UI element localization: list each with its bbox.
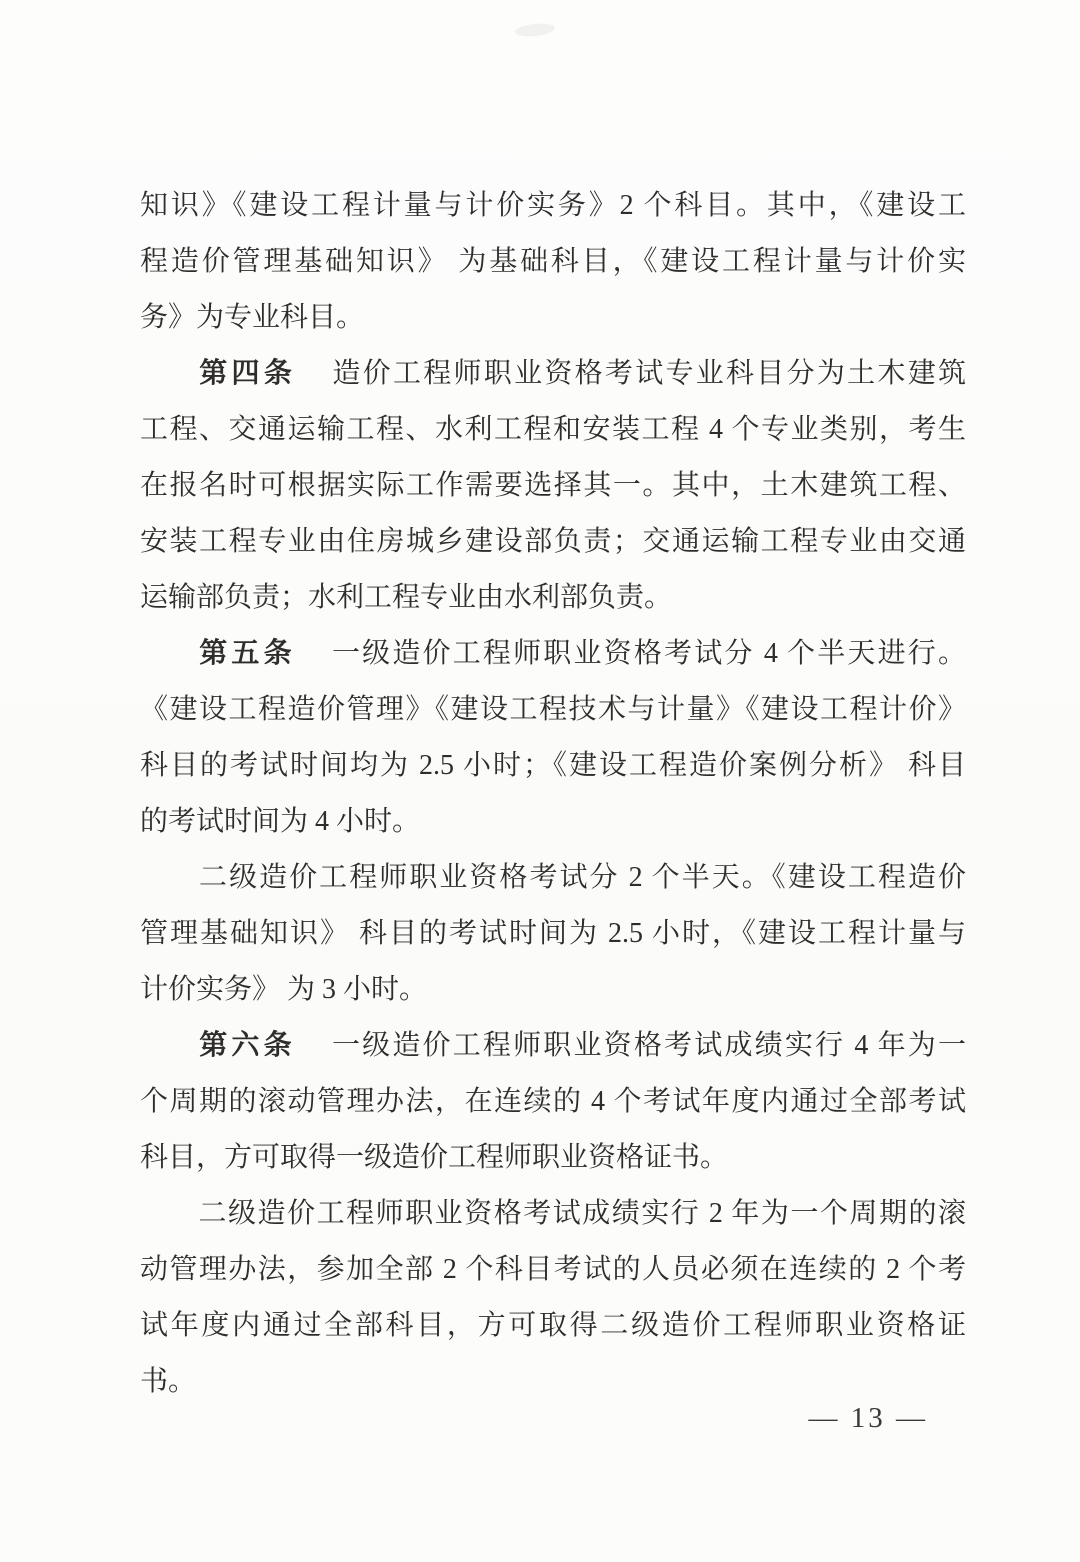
text-line <box>140 1298 966 1354</box>
text-line <box>140 290 966 346</box>
line-text: 的考试时间为 4 小时。 <box>140 806 421 837</box>
text-line <box>140 402 966 458</box>
line-text: 知识》《建设工程计量与计价实务》2 个科目。其中，《建设工 <box>140 190 966 221</box>
line-text: 计价实务》 为 3 小时。 <box>140 974 428 1005</box>
line-text: 运输部负责；水利工程专业由水利部负责。 <box>140 582 673 613</box>
line-text: 二级造价工程师职业资格考试成绩实行 2 年为一个周期的滚 <box>197 1198 966 1229</box>
line-text: 造价工程师职业资格考试专业科目分为土木建筑 <box>330 358 966 389</box>
line-text: 程造价管理基础知识》 为基础科目，《建设工程计量与计价实 <box>140 246 966 277</box>
text-line <box>140 570 966 626</box>
text-line <box>140 178 966 234</box>
line-text: 《建设工程造价管理》《建设工程技术与计量》《建设工程计价》 <box>140 694 966 725</box>
text-line <box>140 514 966 570</box>
article-number: 第六条 <box>197 1030 296 1061</box>
paragraph-indent <box>140 1053 197 1054</box>
text-line <box>140 906 966 962</box>
text-line <box>140 234 966 290</box>
text-line <box>140 346 966 402</box>
text-line <box>140 626 966 682</box>
paragraph-indent <box>140 661 197 662</box>
line-text: 二级造价工程师职业资格考试分 2 个半天。《建设工程造价 <box>197 862 966 893</box>
line-text: 个周期的滚动管理办法，在连续的 4 个考试年度内通过全部考试 <box>140 1086 966 1117</box>
line-text: 务》为专业科目。 <box>140 302 365 333</box>
paragraph-indent <box>140 1221 197 1222</box>
lead-gap <box>296 1053 330 1054</box>
line-text: 试年度内通过全部科目，方可取得二级造价工程师职业资格证 <box>140 1310 966 1341</box>
line-text: 一级造价工程师职业资格考试成绩实行 4 年为一 <box>329 1030 966 1061</box>
text-line <box>140 458 966 514</box>
lead-gap <box>296 381 330 382</box>
text-line <box>140 738 966 794</box>
line-text: 工程、交通运输工程、水利工程和安装工程 4 个专业类别，考生 <box>140 414 966 445</box>
article-number: 第四条 <box>197 358 297 389</box>
line-text: 管理基础知识》 科目的考试时间为 2.5 小时，《建设工程计量与 <box>140 918 966 949</box>
text-block <box>140 178 966 1410</box>
line-text: 科目的考试时间均为 2.5 小时；《建设工程造价案例分析》 科目 <box>140 750 966 781</box>
text-line <box>140 962 966 1018</box>
text-line <box>140 1018 966 1074</box>
line-text: 动管理办法，参加全部 2 个科目考试的人员必须在连续的 2 个考 <box>140 1254 966 1285</box>
page-number: — 13 — <box>808 1402 928 1434</box>
paragraph-indent <box>140 885 197 886</box>
lead-gap <box>296 661 330 662</box>
line-text: 在报名时可根据实际工作需要选择其一。其中，土木建筑工程、 <box>140 470 966 501</box>
text-line <box>140 850 966 906</box>
text-line <box>140 1186 966 1242</box>
article-number: 第五条 <box>197 638 296 669</box>
text-line <box>140 794 966 850</box>
line-text: 科目，方可取得一级造价工程师职业资格证书。 <box>140 1142 729 1173</box>
scan-smudge-artifact <box>514 22 555 38</box>
paragraph-indent <box>140 381 197 382</box>
text-line <box>140 1242 966 1298</box>
text-line <box>140 1130 966 1186</box>
line-text: 书。 <box>140 1366 197 1397</box>
line-text: 一级造价工程师职业资格考试分 4 个半天进行。 <box>329 638 966 669</box>
text-line <box>140 682 966 738</box>
line-text: 安装工程专业由住房城乡建设部负责；交通运输工程专业由交通 <box>140 526 966 557</box>
text-line <box>140 1074 966 1130</box>
